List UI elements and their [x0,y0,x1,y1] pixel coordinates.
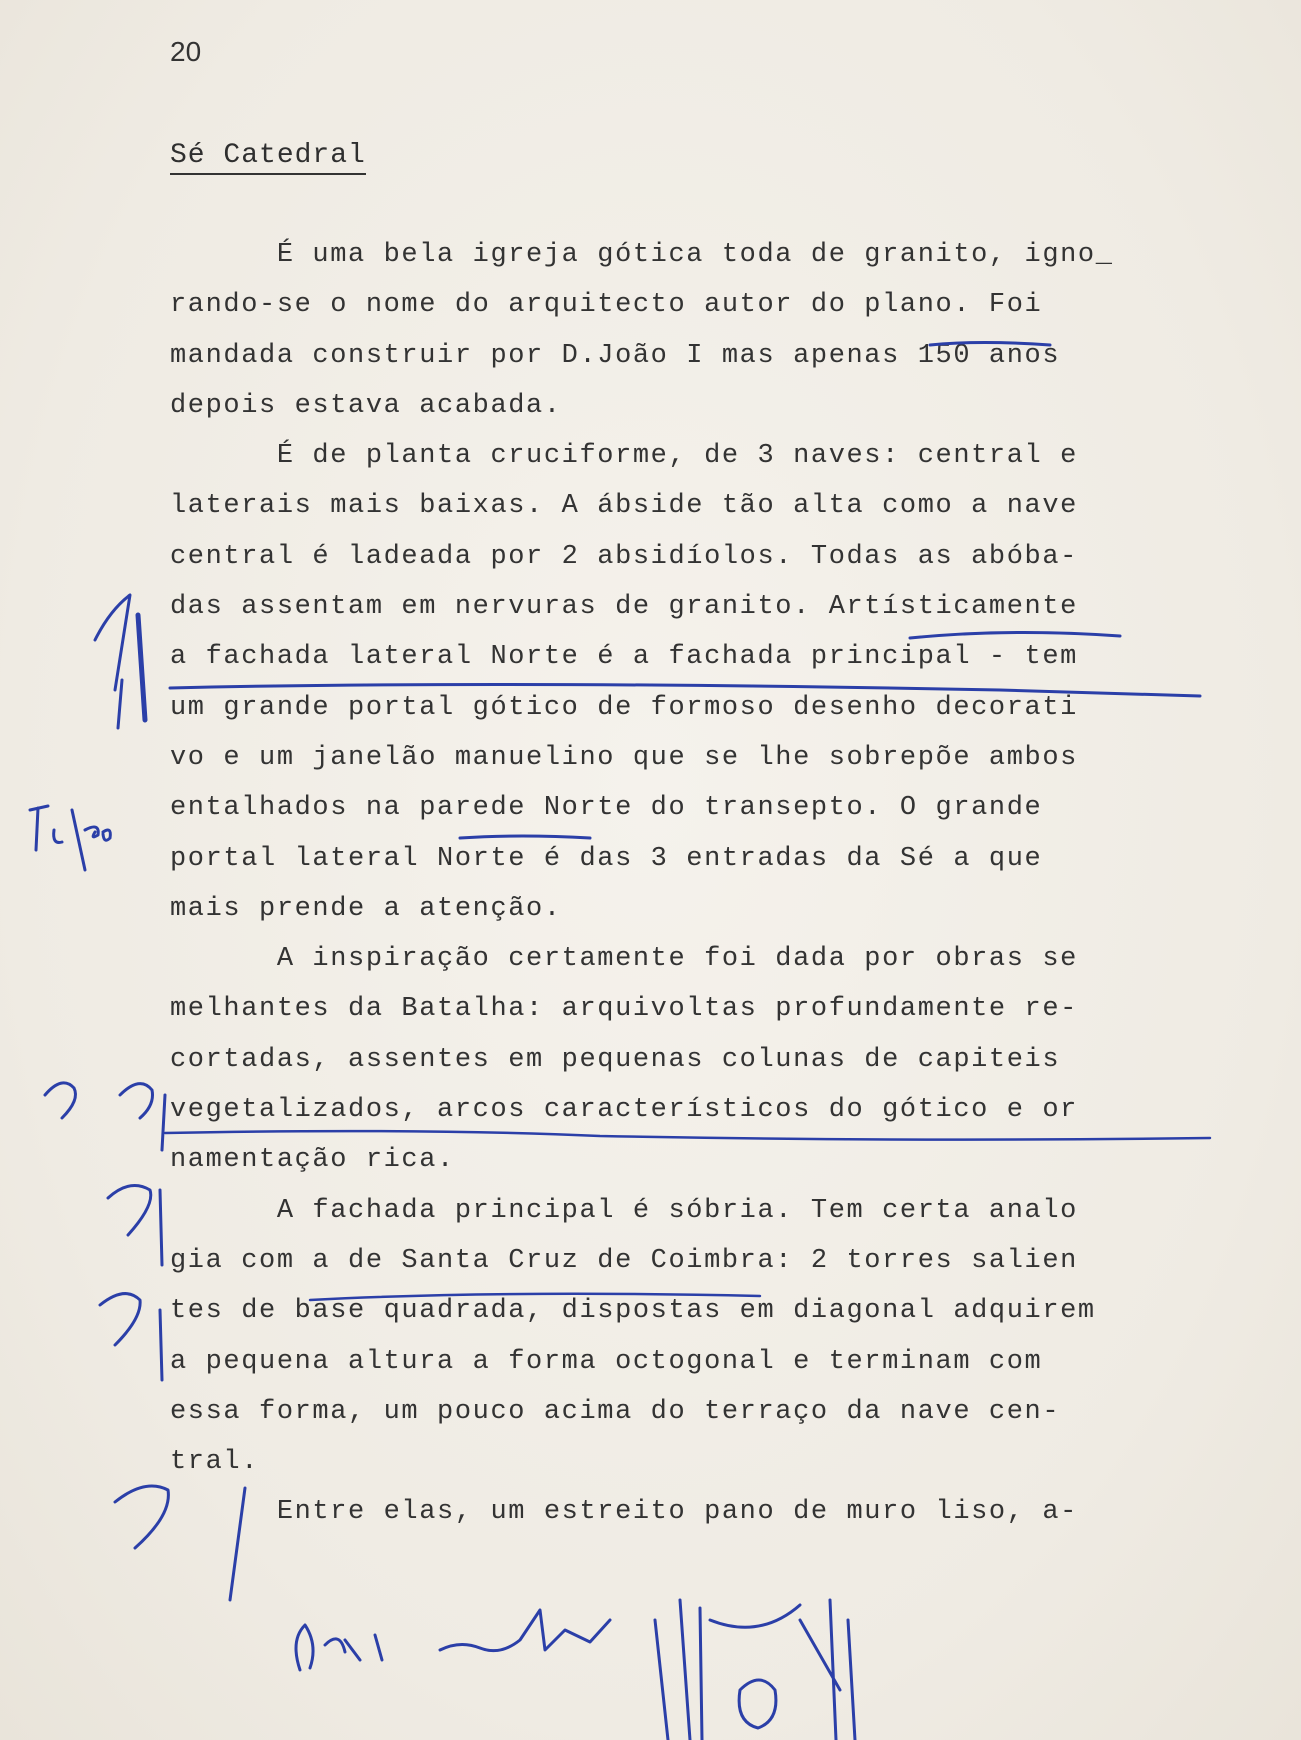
text-line: A fachada principal é sóbria. Tem certa analo [170,1195,1078,1226]
text-line: tes de base quadrada, dispostas em diagonal adquirem [170,1296,1096,1327]
text-line: vo e um janelão manuelino que se lhe sobrepõe ambos [170,742,1078,773]
body-text [170,230,1250,1538]
text-line: melhantes da Batalha: arquivoltas profundamente re- [170,994,1078,1025]
text-line: a pequena altura a forma octogonal e terminam com [170,1346,1043,1377]
text-line: tral. [170,1447,260,1478]
text-line: mandada construir por D.João I mas apenas 150 anos [170,340,1061,371]
text-line: mais prende a atenção. [170,893,562,924]
text-line: rando-se o nome do arquitecto autor do plano. Foi [170,290,1043,321]
text-line: gia com a de Santa Cruz de Coimbra: 2 torres salien [170,1245,1078,1276]
text-line: É uma bela igreja gótica toda de granito, igno_ [170,240,1114,270]
text-line: A inspiração certamente foi dada por obras se [170,944,1078,975]
text-line: cortadas, assentes em pequenas colunas de capiteis [170,1044,1061,1075]
page-title: Sé Catedral [170,140,366,175]
text-line: laterais mais baixas. A ábside tão alta como a nave [170,491,1078,522]
text-line: vegetalizados, arcos característicos do gótico e or [170,1095,1078,1126]
text-line: namentação rica. [170,1145,455,1176]
text-line: a fachada lateral Norte é a fachada principal - tem [170,642,1078,673]
text-line: essa forma, um pouco acima do terraço da nave cen- [170,1396,1061,1427]
text-line: É de planta cruciforme, de 3 naves: central e [170,441,1078,472]
text-line: um grande portal gótico de formoso desenho decorati [170,692,1078,723]
text-line: depois estava acabada. [170,390,562,421]
text-line: entalhados na parede Norte do transepto. O grande [170,793,1043,824]
text-line: das assentam em nervuras de granito. Artísticamente [170,592,1078,623]
text-line: Entre elas, um estreito pano de muro liso, a- [170,1497,1078,1528]
text-line: central é ladeada por 2 absidíolos. Todas as abóba- [170,541,1078,572]
text-line: portal lateral Norte é das 3 entradas da Sé a que [170,843,1043,874]
page-number: 20 [170,36,202,67]
